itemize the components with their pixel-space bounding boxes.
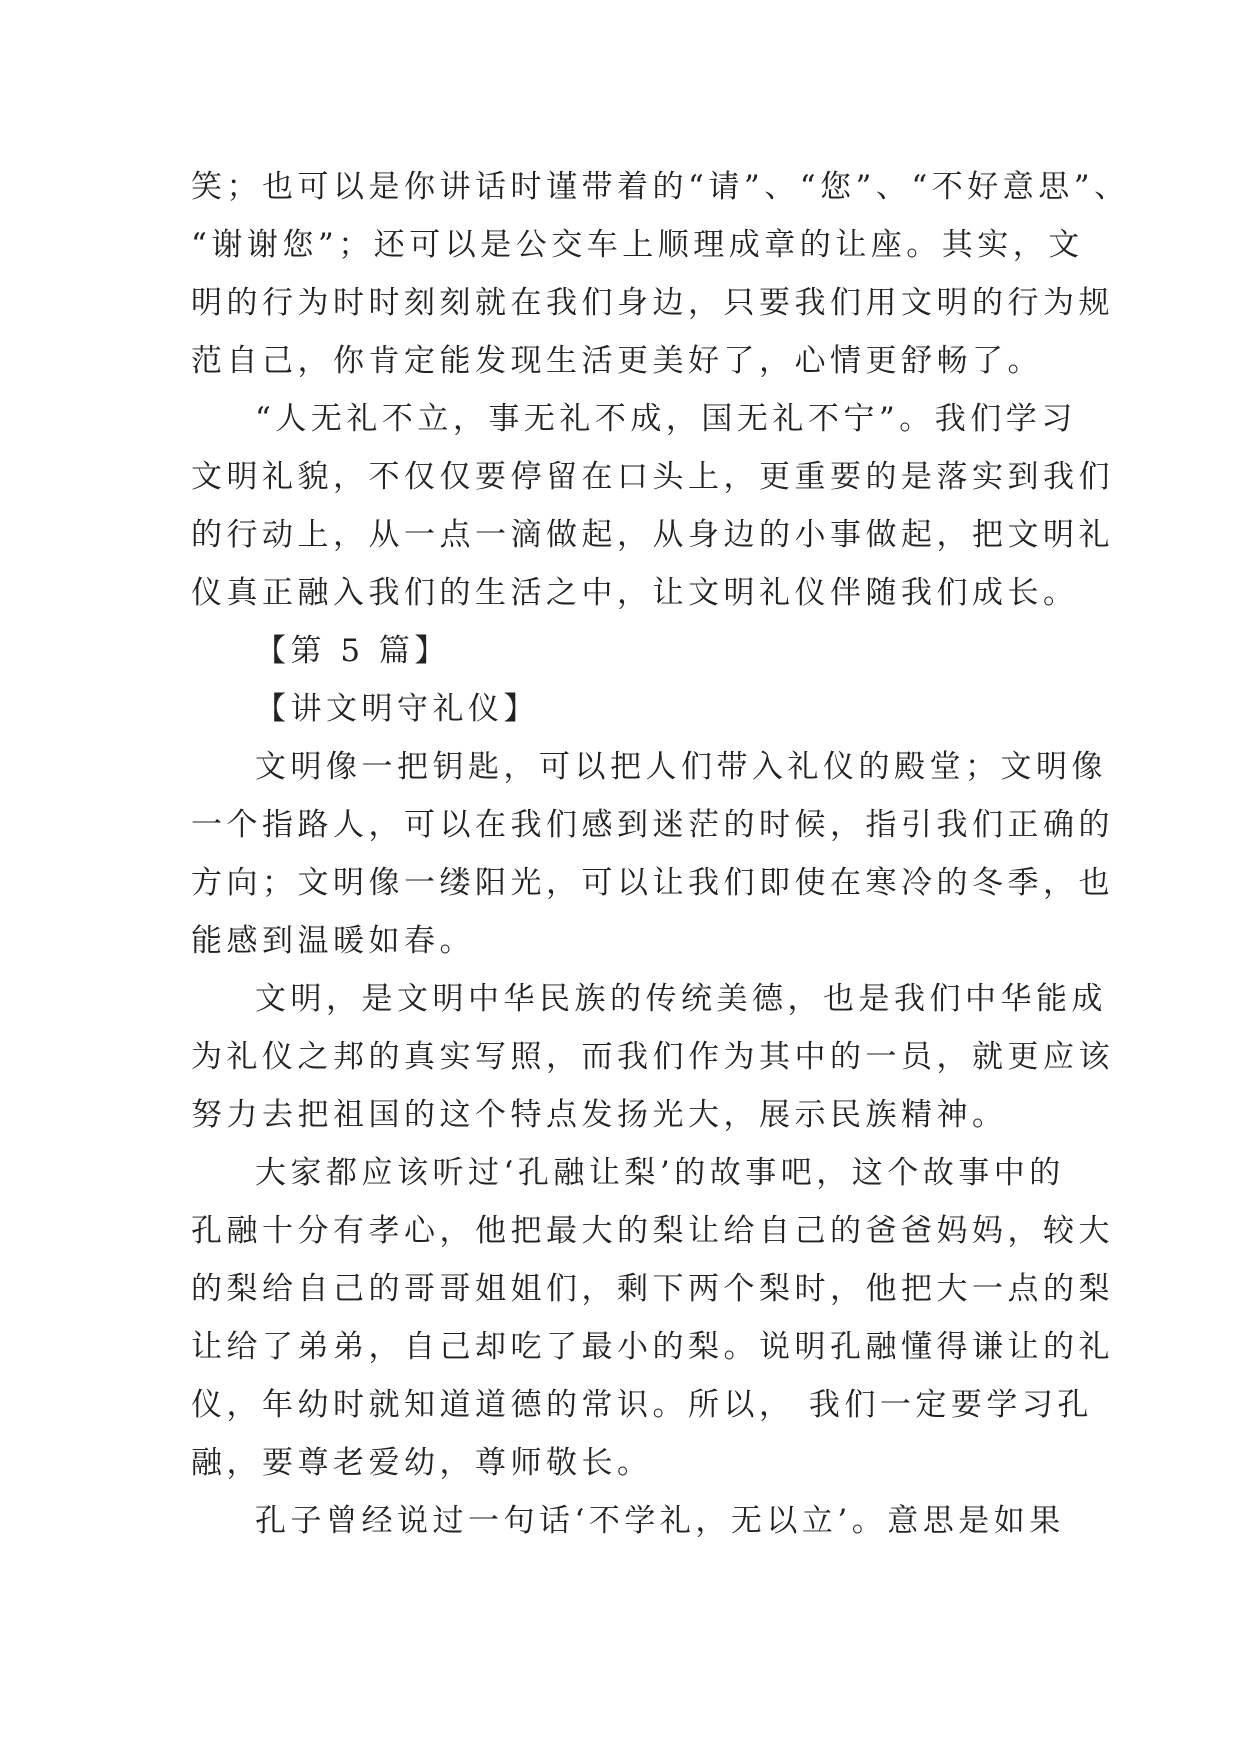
paragraph-quote-rites (191, 390, 1114, 622)
paragraph-national-virtue (191, 970, 1114, 1144)
text-line: “人无礼不立，事无礼不成，国无礼不宁”。我们学习 (255, 401, 1077, 437)
heading-line: 【第 5 篇】 (255, 633, 450, 669)
text-line: 的梨给自己的哥哥姐姐们，剩下两个梨时，他把大一点的梨 (191, 1271, 1114, 1307)
paragraph-kong-rong-story (191, 1144, 1114, 1492)
text-line: 融，要尊老爱幼，尊师敬长。 (191, 1445, 653, 1481)
text-line: 的行动上，从一点一滴做起，从身边的小事做起，把文明礼 (191, 517, 1114, 553)
paragraph-confucius-quote (191, 1492, 1065, 1550)
text-line: 笑；也可以是你讲话时谨带着的“请”、“您”、“不好意思”、 (191, 169, 1130, 205)
text-line: 孔融十分有孝心，他把最大的梨让给自己的爸爸妈妈，较大 (191, 1213, 1114, 1249)
text-line: 文明，是文明中华民族的传统美德，也是我们中华能成 (255, 981, 1107, 1017)
section-title-heading (191, 680, 1061, 738)
text-line: 文明像一把钥匙，可以把人们带入礼仪的殿堂；文明像 (255, 749, 1107, 785)
text-line: 仪真正融入我们的生活之中，让文明礼仪伴随我们成长。 (191, 575, 1079, 611)
text-line: 文明礼貌，不仅仅要停留在口头上，更重要的是落实到我们 (191, 459, 1114, 495)
text-line: 范自己，你肯定能发现生活更美好了，心情更舒畅了。 (191, 343, 1043, 379)
heading-line: 【讲文明守礼仪】 (255, 691, 539, 727)
text-line: 仪，年幼时就知道道德的常识。所以， 我们一定要学习孔 (191, 1387, 1093, 1423)
text-line: “谢谢您”；还可以是公交车上顺理成章的让座。其实，文 (191, 227, 1084, 263)
text-line: 能感到温暖如春。 (191, 923, 475, 959)
paragraph-civility-metaphor (191, 738, 1114, 970)
text-line: 一个指路人，可以在我们感到迷茫的时候，指引我们正确的 (191, 807, 1114, 843)
text-line: 方向；文明像一缕阳光，可以让我们即使在寒冷的冬季，也 (191, 865, 1114, 901)
text-line: 孔子曾经说过一句话‘不学礼，无以立’。意思是如果 (255, 1503, 1065, 1539)
text-line: 明的行为时时刻刻就在我们身边，只要我们用文明的行为规 (191, 285, 1114, 321)
section-number-heading (191, 622, 1061, 680)
paragraph-continued (191, 158, 1130, 390)
text-line: 为礼仪之邦的真实写照，而我们作为其中的一员，就更应该 (191, 1039, 1114, 1075)
text-line: 让给了弟弟，自己却吃了最小的梨。说明孔融懂得谦让的礼 (191, 1329, 1114, 1365)
text-line: 大家都应该听过‘孔融让梨’的故事吧，这个故事中的 (255, 1155, 1065, 1191)
text-line: 努力去把祖国的这个特点发扬光大，展示民族精神。 (191, 1097, 1008, 1133)
document-page (191, 158, 1130, 1550)
